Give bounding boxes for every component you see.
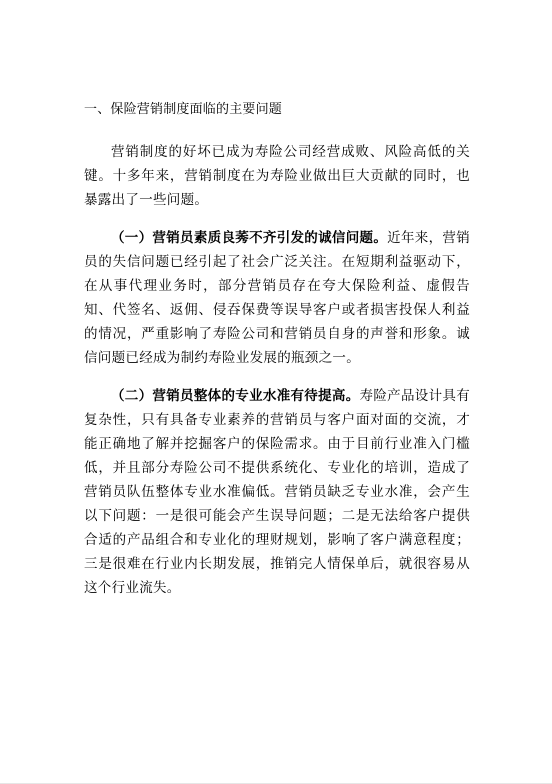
paragraph-intro-text: 营销制度的好坏已成为寿险公司经营成败、风险高低的关键。十多年来，营销制度在为寿险业做出巨大贡献的同时，也暴露出了一些问题。 <box>84 144 470 208</box>
paragraph-professionalism-text: 寿险产品设计具有复杂性，只有具备专业素养的营销员与客户面对面的交流，才能正确地了解并挖掘客户的保险需求。由于目前行业准入门槛低，并且部分寿险公司不提供系统化、专业化的培训，造成了营销员队伍整体专业水准偏低。营销员缺乏专业水准，会产生以下问题：一是很可能会产生误导问题；二是无法给客户提供合适的产品组合和专业化的理财规划，影响了客户满意程度；三是很难在行业内长期发展，推销完人情保单后，就很容易从这个行业流失。 <box>84 388 470 596</box>
paragraph-integrity-text: 近年来，营销员的失信问题已经引起了社会广泛关注。在短期利益驱动下，在从事代理业务时，部分营销员存在夸大保险利益、虚假告知、代签名、返佣、侵吞保费等误导客户或者损害投保人利益的情况，严重影响了寿险公司和营销员自身的声誉和形象。诚信问题已经成为制约寿险业发展的瓶颈之一。 <box>84 230 470 366</box>
paragraph-professionalism-issue <box>84 384 470 600</box>
section-heading: 一、保险营销制度面临的主要问题 <box>84 102 283 117</box>
document-body <box>84 100 470 614</box>
paragraph-integrity-issue <box>84 226 470 370</box>
paragraph-integrity-lead: （一）营销员素质良莠不齐引发的诚信问题。 <box>111 230 388 246</box>
paragraph-professionalism-lead: （二）营销员整体的专业水准有待提高。 <box>111 388 360 404</box>
paragraph-intro <box>84 140 470 212</box>
